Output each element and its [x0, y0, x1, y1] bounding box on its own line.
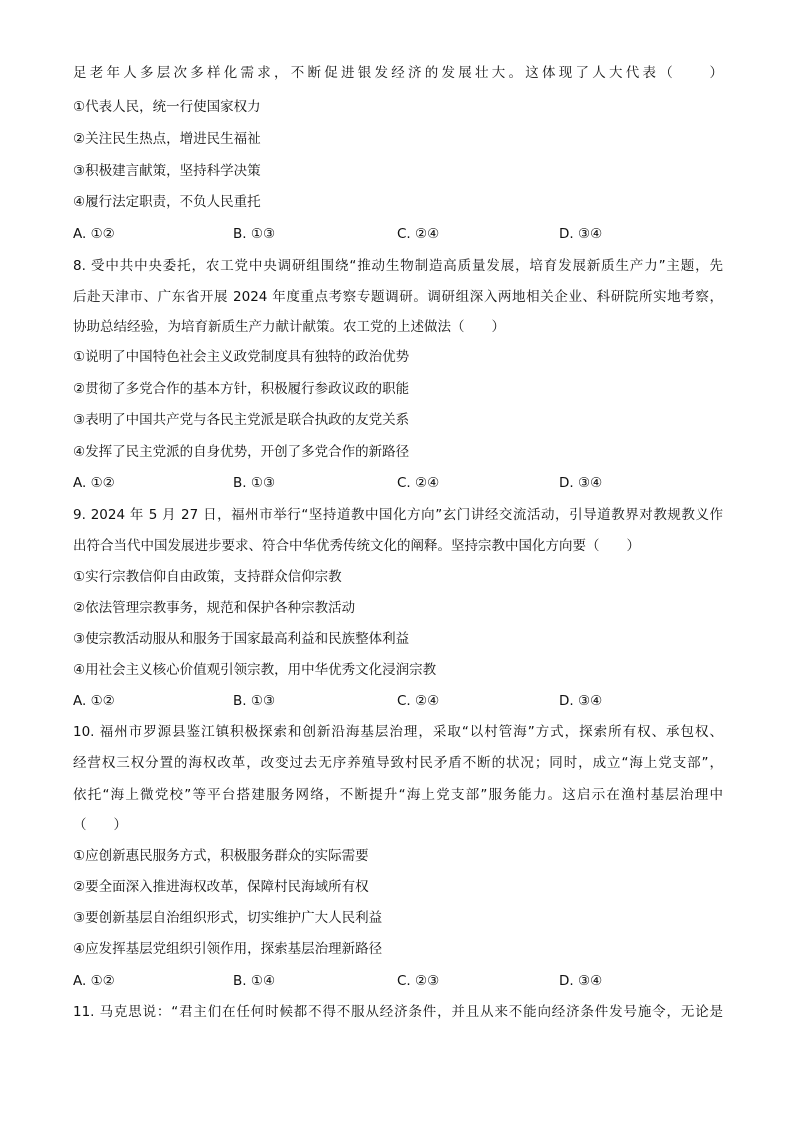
q9-option-c[interactable]: C. ②④ [397, 693, 440, 709]
q7-item-4: ④履行法定职责，不负人民重托 [73, 194, 261, 210]
q10-stem-line-2: 经营权三权分置的海权改革，改变过去无序养殖导致村民矛盾不断的状况；同时，成立“海上党支部”， [73, 755, 723, 771]
q8-option-c[interactable]: C. ②④ [397, 475, 440, 491]
q9-item-3: ③使宗教活动服从和服务于国家最高利益和民族整体利益 [73, 631, 410, 647]
q10-stem-line-1: 10. 福州市罗源县鉴江镇积极探索和创新沿海基层治理，采取“以村管海”方式，探索所有权、承包权、 [73, 724, 723, 740]
q10-item-3: ③要创新基层自治组织形式，切实维护广大人民利益 [73, 910, 383, 926]
q8-stem-line-3: 协助总结经验，为培育新质生产力献计献策。农工党的上述做法（ ） [73, 319, 505, 335]
q7-option-b[interactable]: B. ①③ [233, 226, 276, 242]
q8-option-d[interactable]: D. ③④ [559, 475, 603, 491]
q8-options [73, 474, 723, 492]
q8-item-2: ②贯彻了多党合作的基本方针，积极履行参政议政的职能 [73, 381, 410, 397]
q7-item-1: ①代表人民，统一行使国家权力 [73, 99, 261, 115]
q7-item-2: ②关注民生热点，增进民生福祉 [73, 131, 261, 147]
q10-option-b[interactable]: B. ①④ [233, 973, 276, 989]
q10-item-1: ①应创新惠民服务方式，积极服务群众的实际需要 [73, 848, 369, 864]
q8-item-4: ④发挥了民主党派的自身优势，开创了多党合作的新路径 [73, 444, 410, 460]
q10-stem-line-3: 依托“海上微党校”等平台搭建服务网络，不断提升“海上党支部”服务能力。这启示在渔村基层治理中 [73, 787, 723, 803]
q9-stem-line-1: 9. 2024 年 5 月 27 日，福州市举行“坚持道教中国化方向”玄门讲经交流活动，引导道教界对教规教义作 [73, 507, 723, 523]
q9-option-d[interactable]: D. ③④ [559, 693, 603, 709]
q9-stem-line-2: 出符合当代中国发展进步要求、符合中华优秀传统文化的阐释。坚持宗教中国化方向要（ ） [73, 538, 640, 554]
q8-stem-line-1: 8. 受中共中央委托，农工党中央调研组围绕“推动生物制造高质量发展，培育发展新质生产力”主题，先 [73, 258, 723, 274]
q8-item-1: ①说明了中国特色社会主义政党制度具有独特的政治优势 [73, 349, 410, 365]
q8-option-b[interactable]: B. ①③ [233, 475, 276, 491]
q9-options [73, 692, 723, 710]
q8-item-3: ③表明了中国共产党与各民主党派是联合执政的友党关系 [73, 412, 410, 428]
q7-option-a[interactable]: A. ①② [73, 226, 115, 242]
q8-option-a[interactable]: A. ①② [73, 475, 115, 491]
q10-option-a[interactable]: A. ①② [73, 973, 115, 989]
q9-item-2: ②依法管理宗教事务，规范和保护各种宗教活动 [73, 600, 356, 616]
q10-item-2: ②要全面深入推进海权改革，保障村民海域所有权 [73, 879, 369, 895]
q10-option-d[interactable]: D. ③④ [559, 973, 603, 989]
q7-option-d[interactable]: D. ③④ [559, 226, 603, 242]
q7-item-3: ③积极建言献策，坚持科学决策 [73, 163, 261, 179]
q9-item-1: ①实行宗教信仰自由政策，支持群众信仰宗教 [73, 569, 342, 585]
q9-option-b[interactable]: B. ①③ [233, 693, 276, 709]
q9-item-4: ④用社会主义核心价值观引领宗教，用中华优秀文化浸润宗教 [73, 662, 437, 678]
q9-option-a[interactable]: A. ①② [73, 693, 115, 709]
q10-stem-line-4: （ ） [73, 817, 127, 833]
q10-item-4: ④应发挥基层党组织引领作用，探索基层治理新路径 [73, 941, 383, 957]
q11-stem-line-1: 11. 马克思说：“君主们在任何时候都不得不服从经济条件，并且从来不能向经济条件发号施令，无论是 [73, 1004, 723, 1020]
q7-option-c[interactable]: C. ②④ [397, 226, 440, 242]
q7-stem-tail: 足老年人多层次多样化需求，不断促进银发经济的发展壮大。这体现了人大代表（ ） [73, 65, 723, 81]
q7-options [73, 225, 723, 243]
q10-options [73, 972, 723, 990]
q10-option-c[interactable]: C. ②③ [397, 973, 440, 989]
q8-stem-line-2: 后赴天津市、广东省开展 2024 年度重点考察专题调研。调研组深入两地相关企业、科研院所实地考察， [73, 289, 723, 305]
